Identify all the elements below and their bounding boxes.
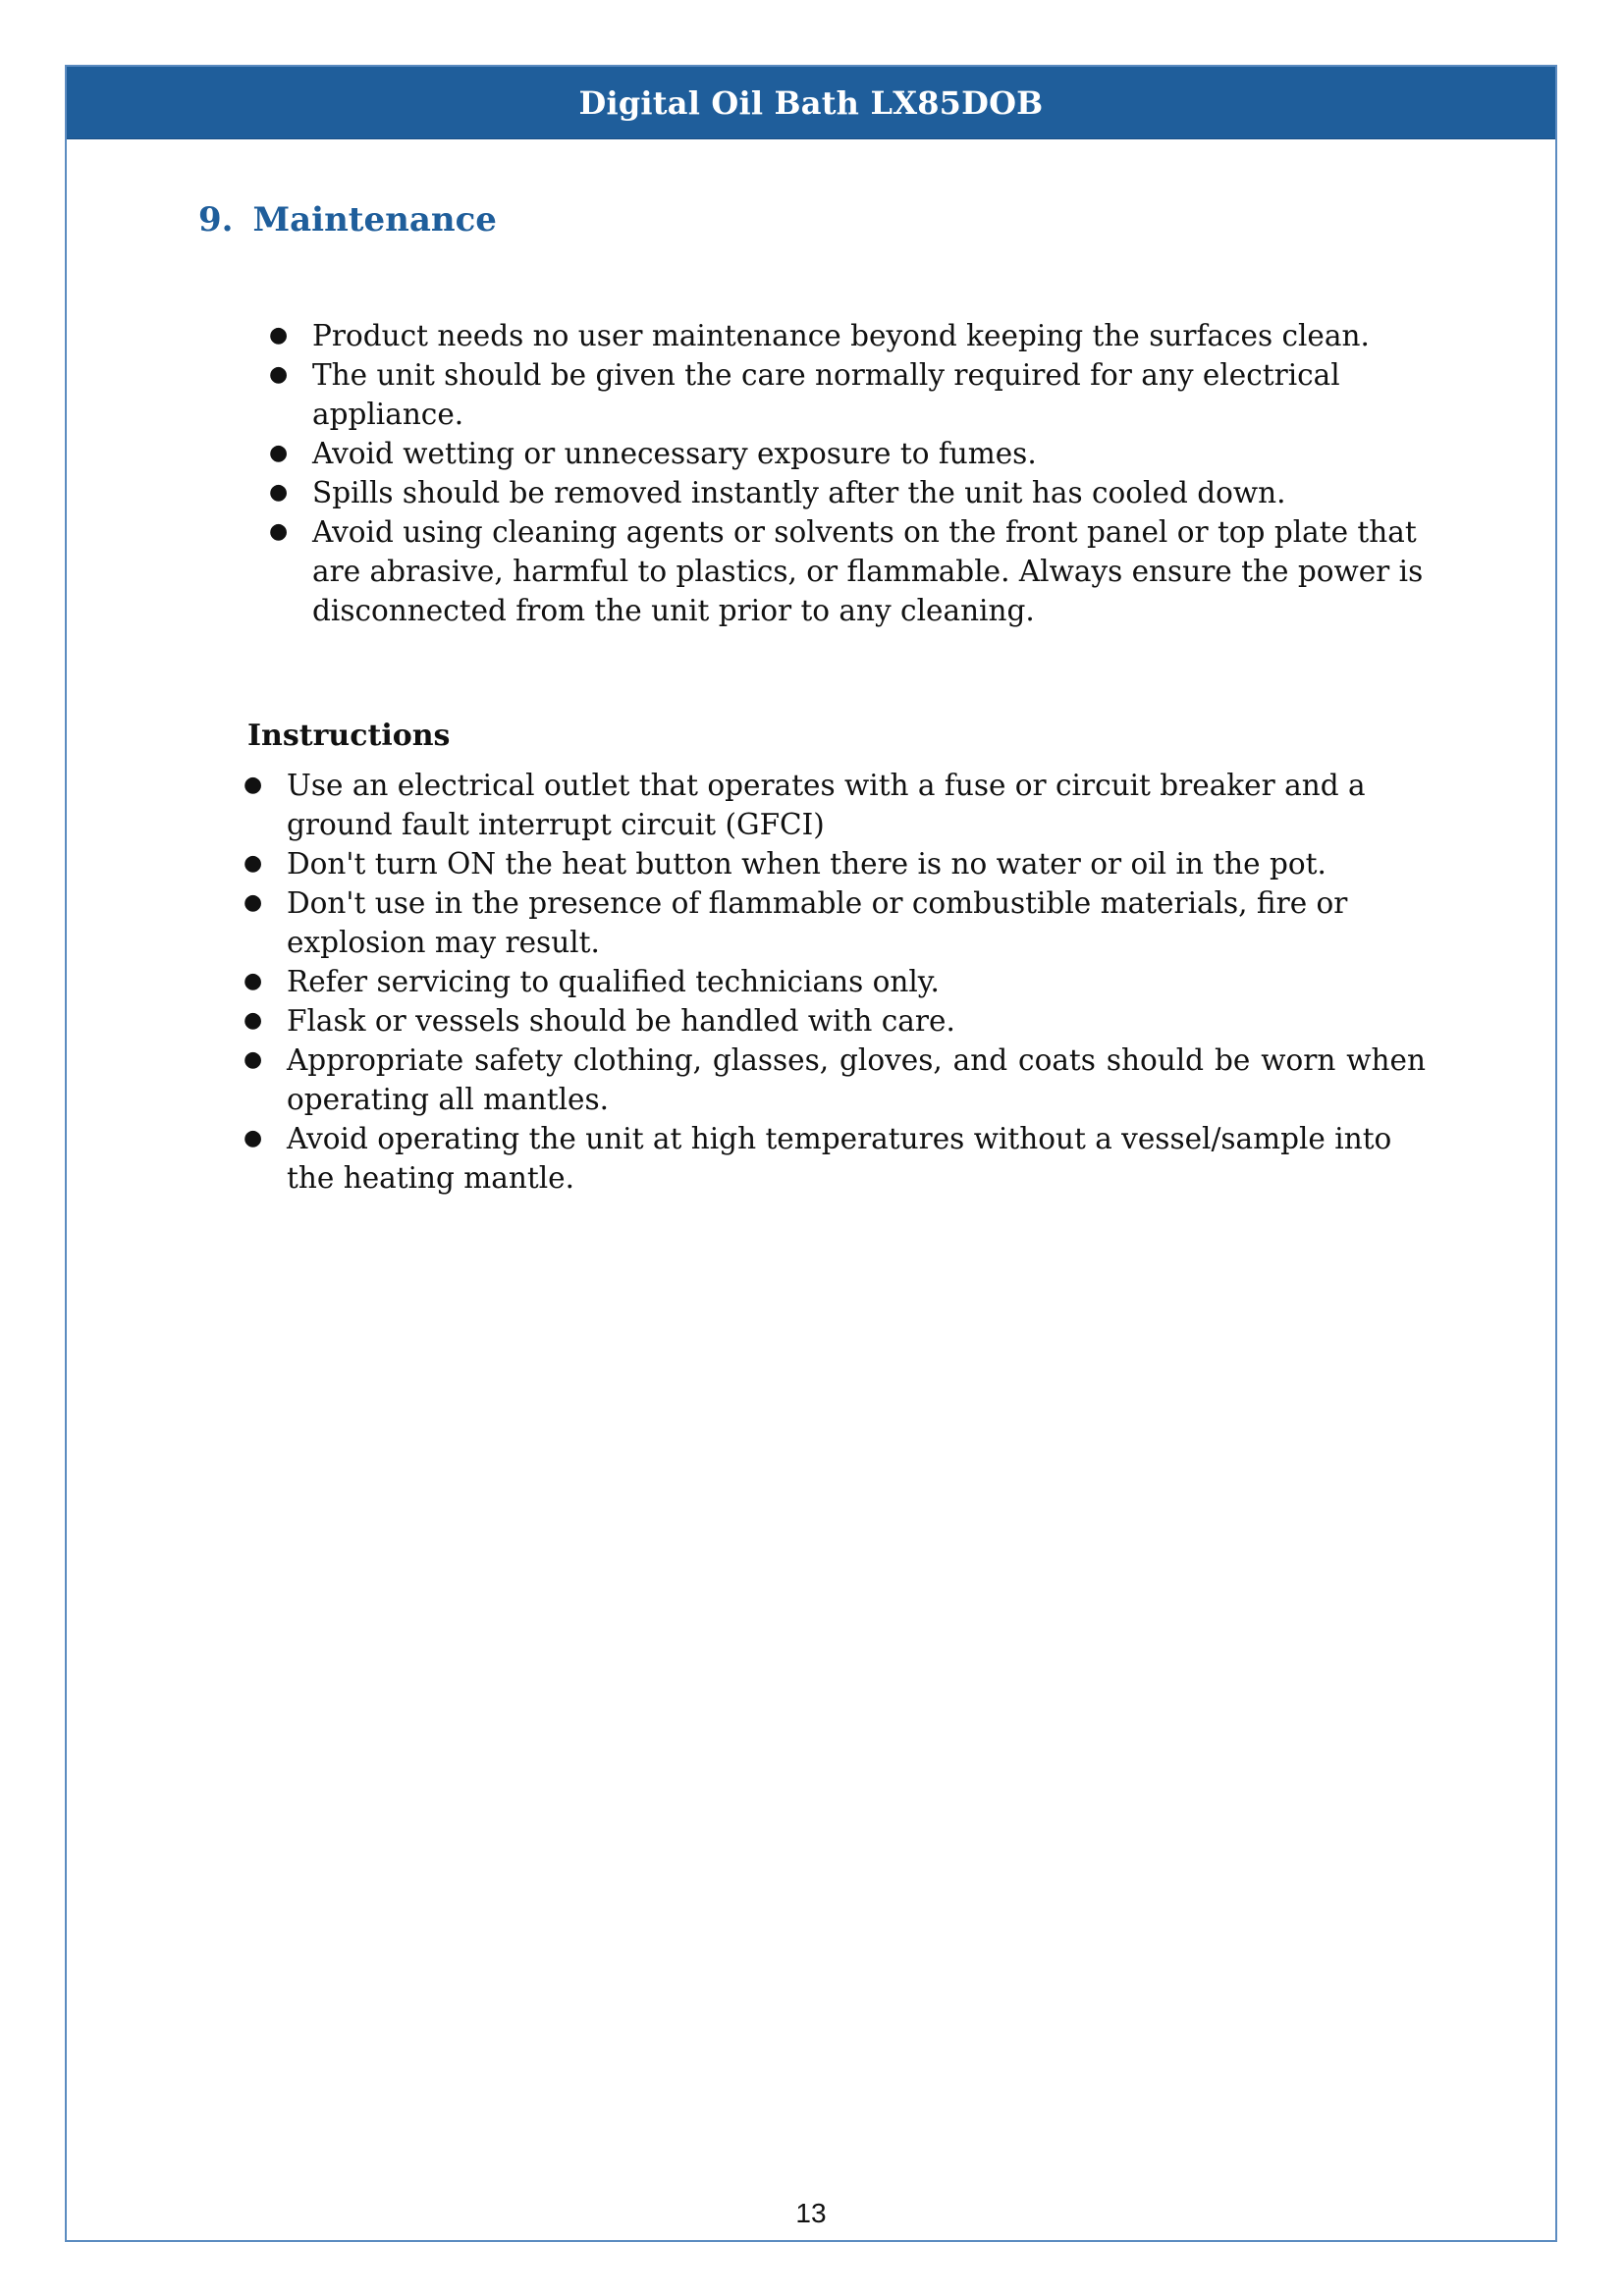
list-item-text: Don't use in the presence of flammable or combustible materials, fire or explosion may result. [287,886,1348,959]
section-heading [198,200,497,240]
list-item-text: Flask or vessels should be handled with care. [287,1004,955,1038]
bullet-icon: ● [244,1008,263,1033]
list-item [244,883,1426,962]
list-item [244,766,1426,844]
bullet-icon: ● [244,1047,263,1072]
list-item [244,962,1426,1001]
section-number: 9. [198,200,234,240]
list-item [269,355,1471,434]
bullet-icon: ● [244,1126,263,1150]
list-item [269,473,1471,512]
instructions-list [244,766,1426,1198]
bullet-icon: ● [244,969,263,993]
bullet-icon: ● [269,519,289,544]
page-number: 13 [795,2198,827,2228]
header-bar [67,67,1555,139]
section-title: Maintenance [252,200,497,240]
list-item [244,1119,1426,1198]
maintenance-list [269,316,1471,630]
list-item-text: Refer servicing to qualified technicians only. [287,965,940,998]
bullet-icon: ● [244,773,263,797]
bullet-icon: ● [269,323,289,347]
list-item [244,844,1426,883]
list-item [269,512,1471,630]
list-item [269,434,1471,473]
list-item [244,1041,1426,1119]
list-item-text: Appropriate safety clothing, glasses, gloves, and coats should be worn when operating all mantles. [287,1043,1426,1116]
document-title: Digital Oil Bath LX85DOB [578,83,1044,122]
page-frame [65,65,1557,2242]
list-item-text: Use an electrical outlet that operates with a fuse or circuit breaker and a ground fault interrupt circuit (GFCI) [287,769,1366,841]
list-item-text: Product needs no user maintenance beyond keeping the surfaces clean. [312,319,1370,352]
list-item-text: Don't turn ON the heat button when there is no water or oil in the pot. [287,847,1326,881]
bullet-icon: ● [244,890,263,915]
bullet-icon: ● [269,362,289,387]
list-item-text: Avoid wetting or unnecessary exposure to fumes. [312,437,1037,470]
bullet-icon: ● [269,441,289,465]
list-item [269,316,1471,355]
list-item-text: Avoid operating the unit at high temperatures without a vessel/sample into the heating mantle. [287,1122,1392,1195]
bullet-icon: ● [244,851,263,876]
instructions-heading: Instructions [247,719,451,753]
bullet-icon: ● [269,480,289,505]
list-item-text: Avoid using cleaning agents or solvents on the front panel or top plate that are abrasive, harmful to plastics, or flammable. Always ensure the power is disconnected from the unit prior to any cleaning. [312,515,1424,627]
list-item-text: The unit should be given the care normally required for any electrical appliance. [312,358,1340,431]
list-item [244,1001,1426,1041]
list-item-text: Spills should be removed instantly after the unit has cooled down. [312,476,1286,509]
